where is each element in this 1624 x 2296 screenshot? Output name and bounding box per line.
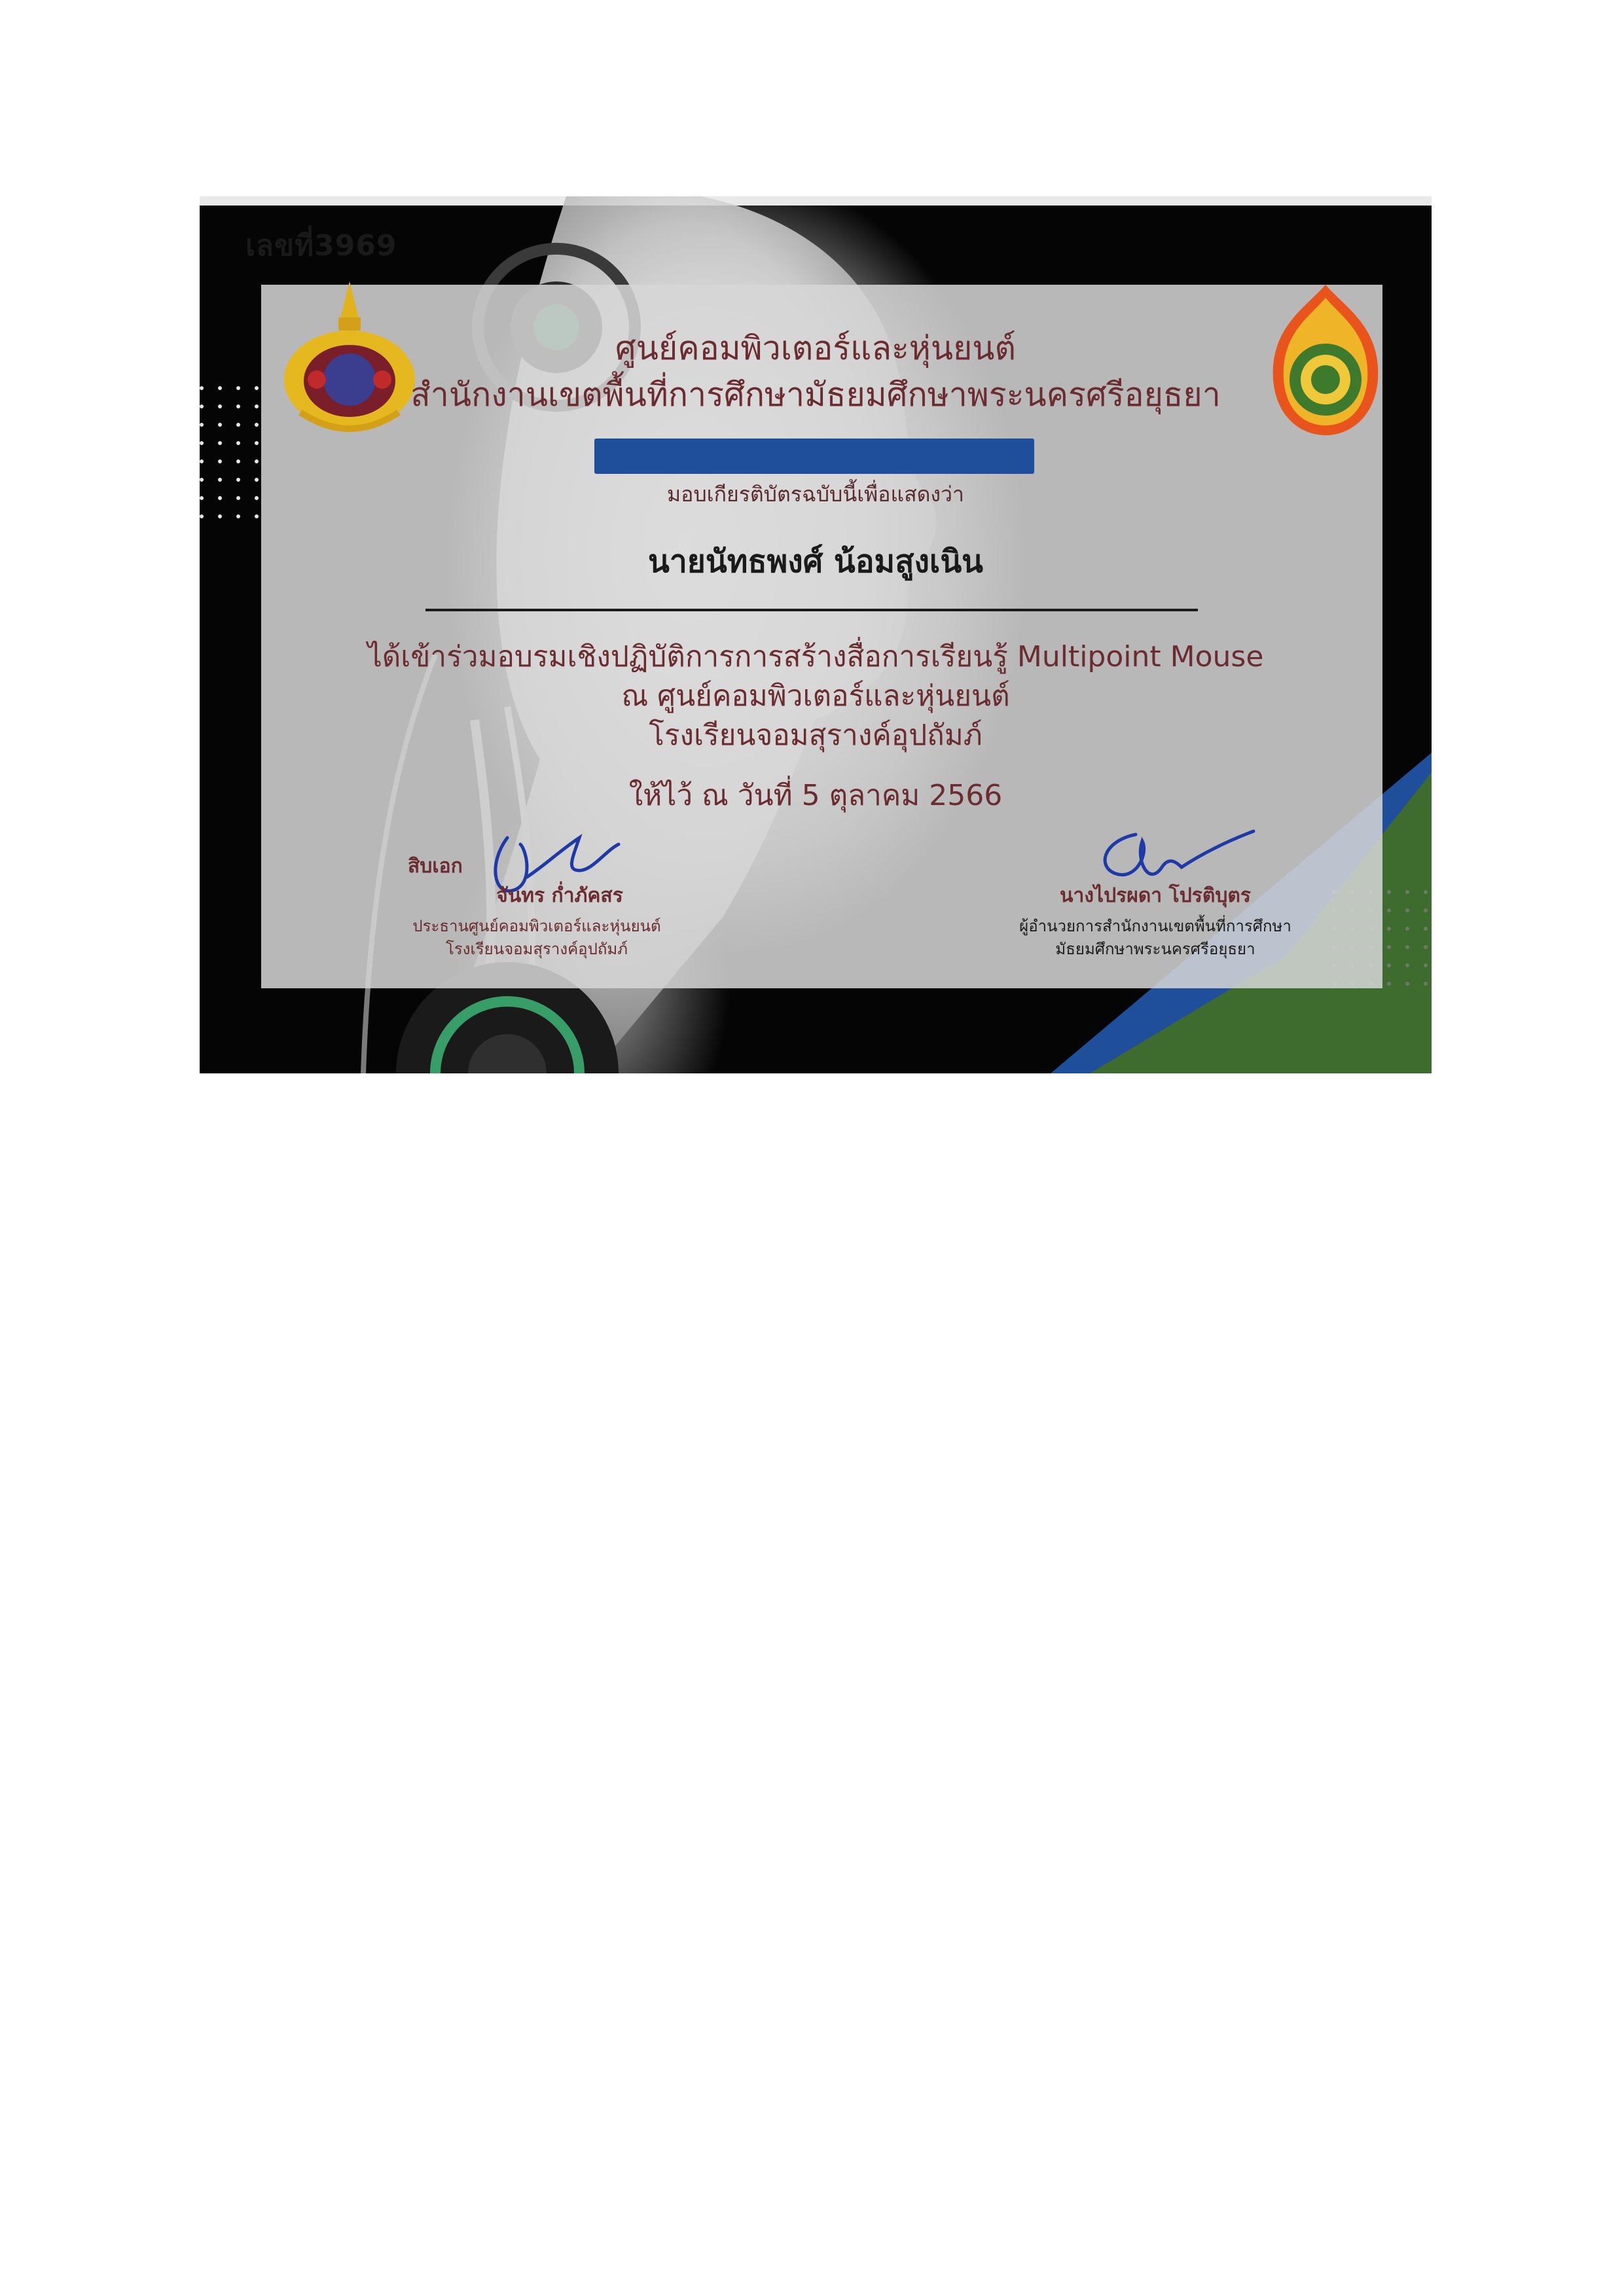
left-signatory-position-1: ประธานศูนย์คอมพิวเตอร์และหุ่นยนต์ xyxy=(412,917,661,935)
certificate xyxy=(200,196,1432,1073)
organization-line-2: สำนักงานเขตพื้นที่การศึกษามัธยมศึกษาพระนครศรีอยุธยา xyxy=(410,376,1221,414)
description-line-3: โรงเรียนจอมสุรางค์อุปถัมภ์ xyxy=(649,719,983,752)
left-signatory-position-2: โรงเรียนจอมสุรางค์อุปถัมภ์ xyxy=(446,940,628,958)
certificate-number: เลขที่3969 xyxy=(245,229,397,262)
organization-line-1: ศูนย์คอมพิวเตอร์และหุ่นยนต์ xyxy=(615,329,1016,367)
description-line-2: ณ ศูนย์คอมพิวเตอร์และหุ่นยนต์ xyxy=(621,679,1010,713)
recipient-name: นายนัทธพงศ์ น้อมสูงเนิน xyxy=(648,543,983,580)
title-banner xyxy=(594,439,1034,474)
left-signatory-rank: สิบเอก xyxy=(408,855,463,878)
right-signatory-name: นางไปรผดา โปรติบุตร xyxy=(1060,884,1251,907)
name-underline xyxy=(425,609,1198,611)
right-signatory-position-1: ผู้อำนวยการสำนักงานเขตพื้นที่การศึกษา xyxy=(1019,917,1291,935)
right-signatory-position-2: มัธยมศึกษาพระนครศรีอยุธยา xyxy=(1055,940,1255,958)
left-signatory-name: จันทร ก่ำภัคสร xyxy=(496,884,623,907)
certificate-purpose: มอบเกียรติบัตรฉบับนี้เพื่อแสดงว่า xyxy=(667,482,964,507)
description-line-1: ได้เข้าร่วมอบรมเชิงปฏิบัติการการสร้างสื่อการเรียนรู้ Multipoint Mouse xyxy=(367,640,1264,673)
given-date: ให้ไว้ ณ วันที่ 5 ตุลาคม 2566 xyxy=(628,779,1003,812)
